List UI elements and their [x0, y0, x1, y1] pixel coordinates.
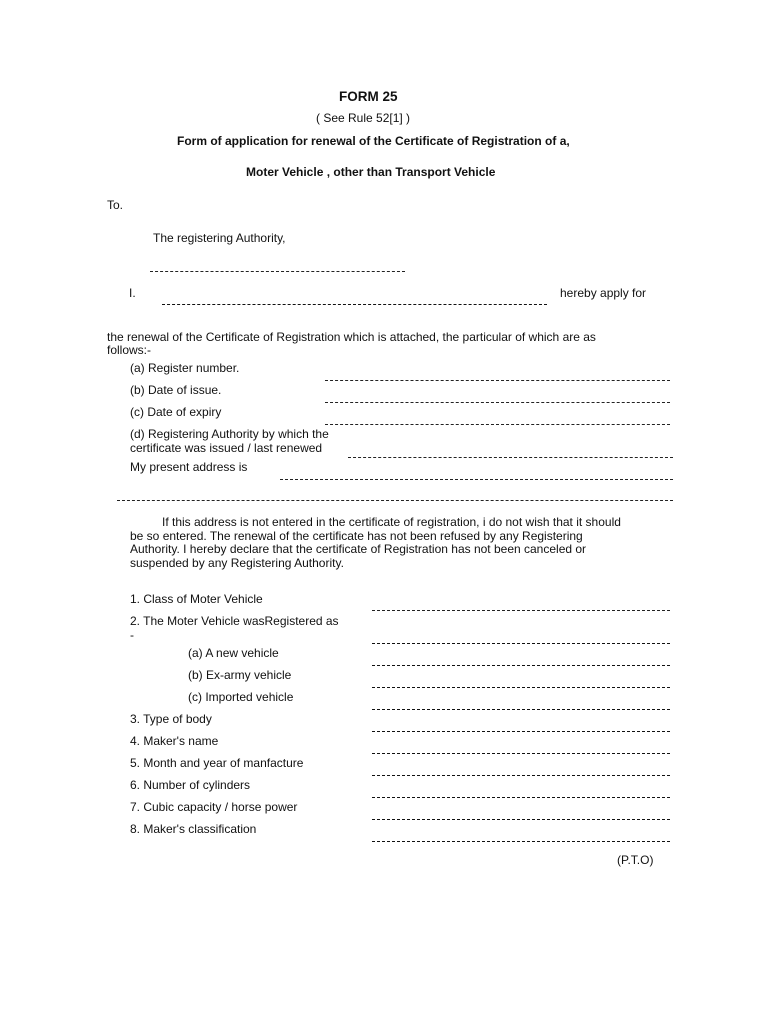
item-cubic-capacity: 7. Cubic capacity / horse power	[130, 800, 298, 814]
applicant-suffix: hereby apply for	[560, 286, 647, 300]
declaration-line1: If this address is not entered in the certificate of registration, i do not wish that it should	[162, 515, 621, 529]
item-class-of-vehicle: 1. Class of Moter Vehicle	[130, 592, 263, 606]
registering-authority-line[interactable]	[348, 457, 673, 458]
form-subtitle-line1: Form of application for renewal of the Certificate of Registration of a,	[177, 134, 570, 148]
item-month-year-manufacture: 5. Month and year of manfacture	[130, 756, 304, 770]
item-registered-as-dash: -	[130, 628, 134, 642]
ex-army-vehicle-line[interactable]	[372, 687, 670, 688]
to-label: To.	[107, 198, 124, 212]
particular-date-of-issue: (b) Date of issue.	[130, 383, 222, 397]
date-of-issue-line[interactable]	[325, 402, 670, 403]
present-address-label: My present address is	[130, 460, 248, 474]
intro-line2: follows:-	[107, 343, 152, 357]
register-number-line[interactable]	[325, 380, 670, 381]
class-of-vehicle-line[interactable]	[372, 610, 670, 611]
pto-label: (P.T.O)	[617, 853, 654, 867]
declaration-line3: Authority. I hereby declare that the certificate of Registration has not been canceled or	[130, 542, 587, 556]
sub-imported-vehicle: (c) Imported vehicle	[188, 690, 294, 704]
date-of-expiry-line[interactable]	[325, 424, 670, 425]
particular-date-of-expiry: (c) Date of expiry	[130, 405, 222, 419]
intro-line1: the renewal of the Certificate of Registration which is attached, the particular of which are as	[107, 330, 596, 344]
new-vehicle-line[interactable]	[372, 665, 670, 666]
form-subtitle-line2: Moter Vehicle , other than Transport Vehicle	[246, 165, 496, 179]
particular-authority-line2: certificate was issued / last renewed	[130, 441, 323, 455]
particular-authority-line1: (d) Registering Authority by which the	[130, 427, 329, 441]
present-address-line2[interactable]	[117, 500, 673, 501]
form-title: FORM 25	[339, 89, 398, 104]
item-number-of-cylinders: 6. Number of cylinders	[130, 778, 251, 792]
present-address-line1[interactable]	[280, 479, 673, 480]
month-year-manufacture-line[interactable]	[372, 775, 670, 776]
sub-ex-army-vehicle: (b) Ex-army vehicle	[188, 668, 292, 682]
declaration-line2: be so entered. The renewal of the certificate has not been refused by any Registering	[130, 529, 583, 543]
registered-as-line[interactable]	[372, 643, 670, 644]
cubic-capacity-line[interactable]	[372, 819, 670, 820]
applicant-prefix: I.	[129, 286, 136, 300]
item-makers-classification: 8. Maker's classification	[130, 822, 257, 836]
item-registered-as: 2. The Moter Vehicle wasRegistered as	[130, 614, 339, 628]
applicant-name-line[interactable]	[162, 304, 547, 305]
particular-register-number: (a) Register number.	[130, 361, 240, 375]
item-makers-name: 4. Maker's name	[130, 734, 219, 748]
rule-reference: ( See Rule 52[1] )	[316, 111, 411, 125]
authority-label: The registering Authority,	[153, 231, 286, 245]
number-of-cylinders-line[interactable]	[372, 797, 670, 798]
imported-vehicle-line[interactable]	[372, 709, 670, 710]
makers-name-line[interactable]	[372, 753, 670, 754]
declaration-line4: suspended by any Registering Authority.	[130, 556, 344, 570]
item-type-of-body: 3. Type of body	[130, 712, 212, 726]
authority-fill-line[interactable]	[150, 271, 405, 272]
type-of-body-line[interactable]	[372, 731, 670, 732]
sub-new-vehicle: (a) A new vehicle	[188, 646, 279, 660]
makers-classification-line[interactable]	[372, 841, 670, 842]
